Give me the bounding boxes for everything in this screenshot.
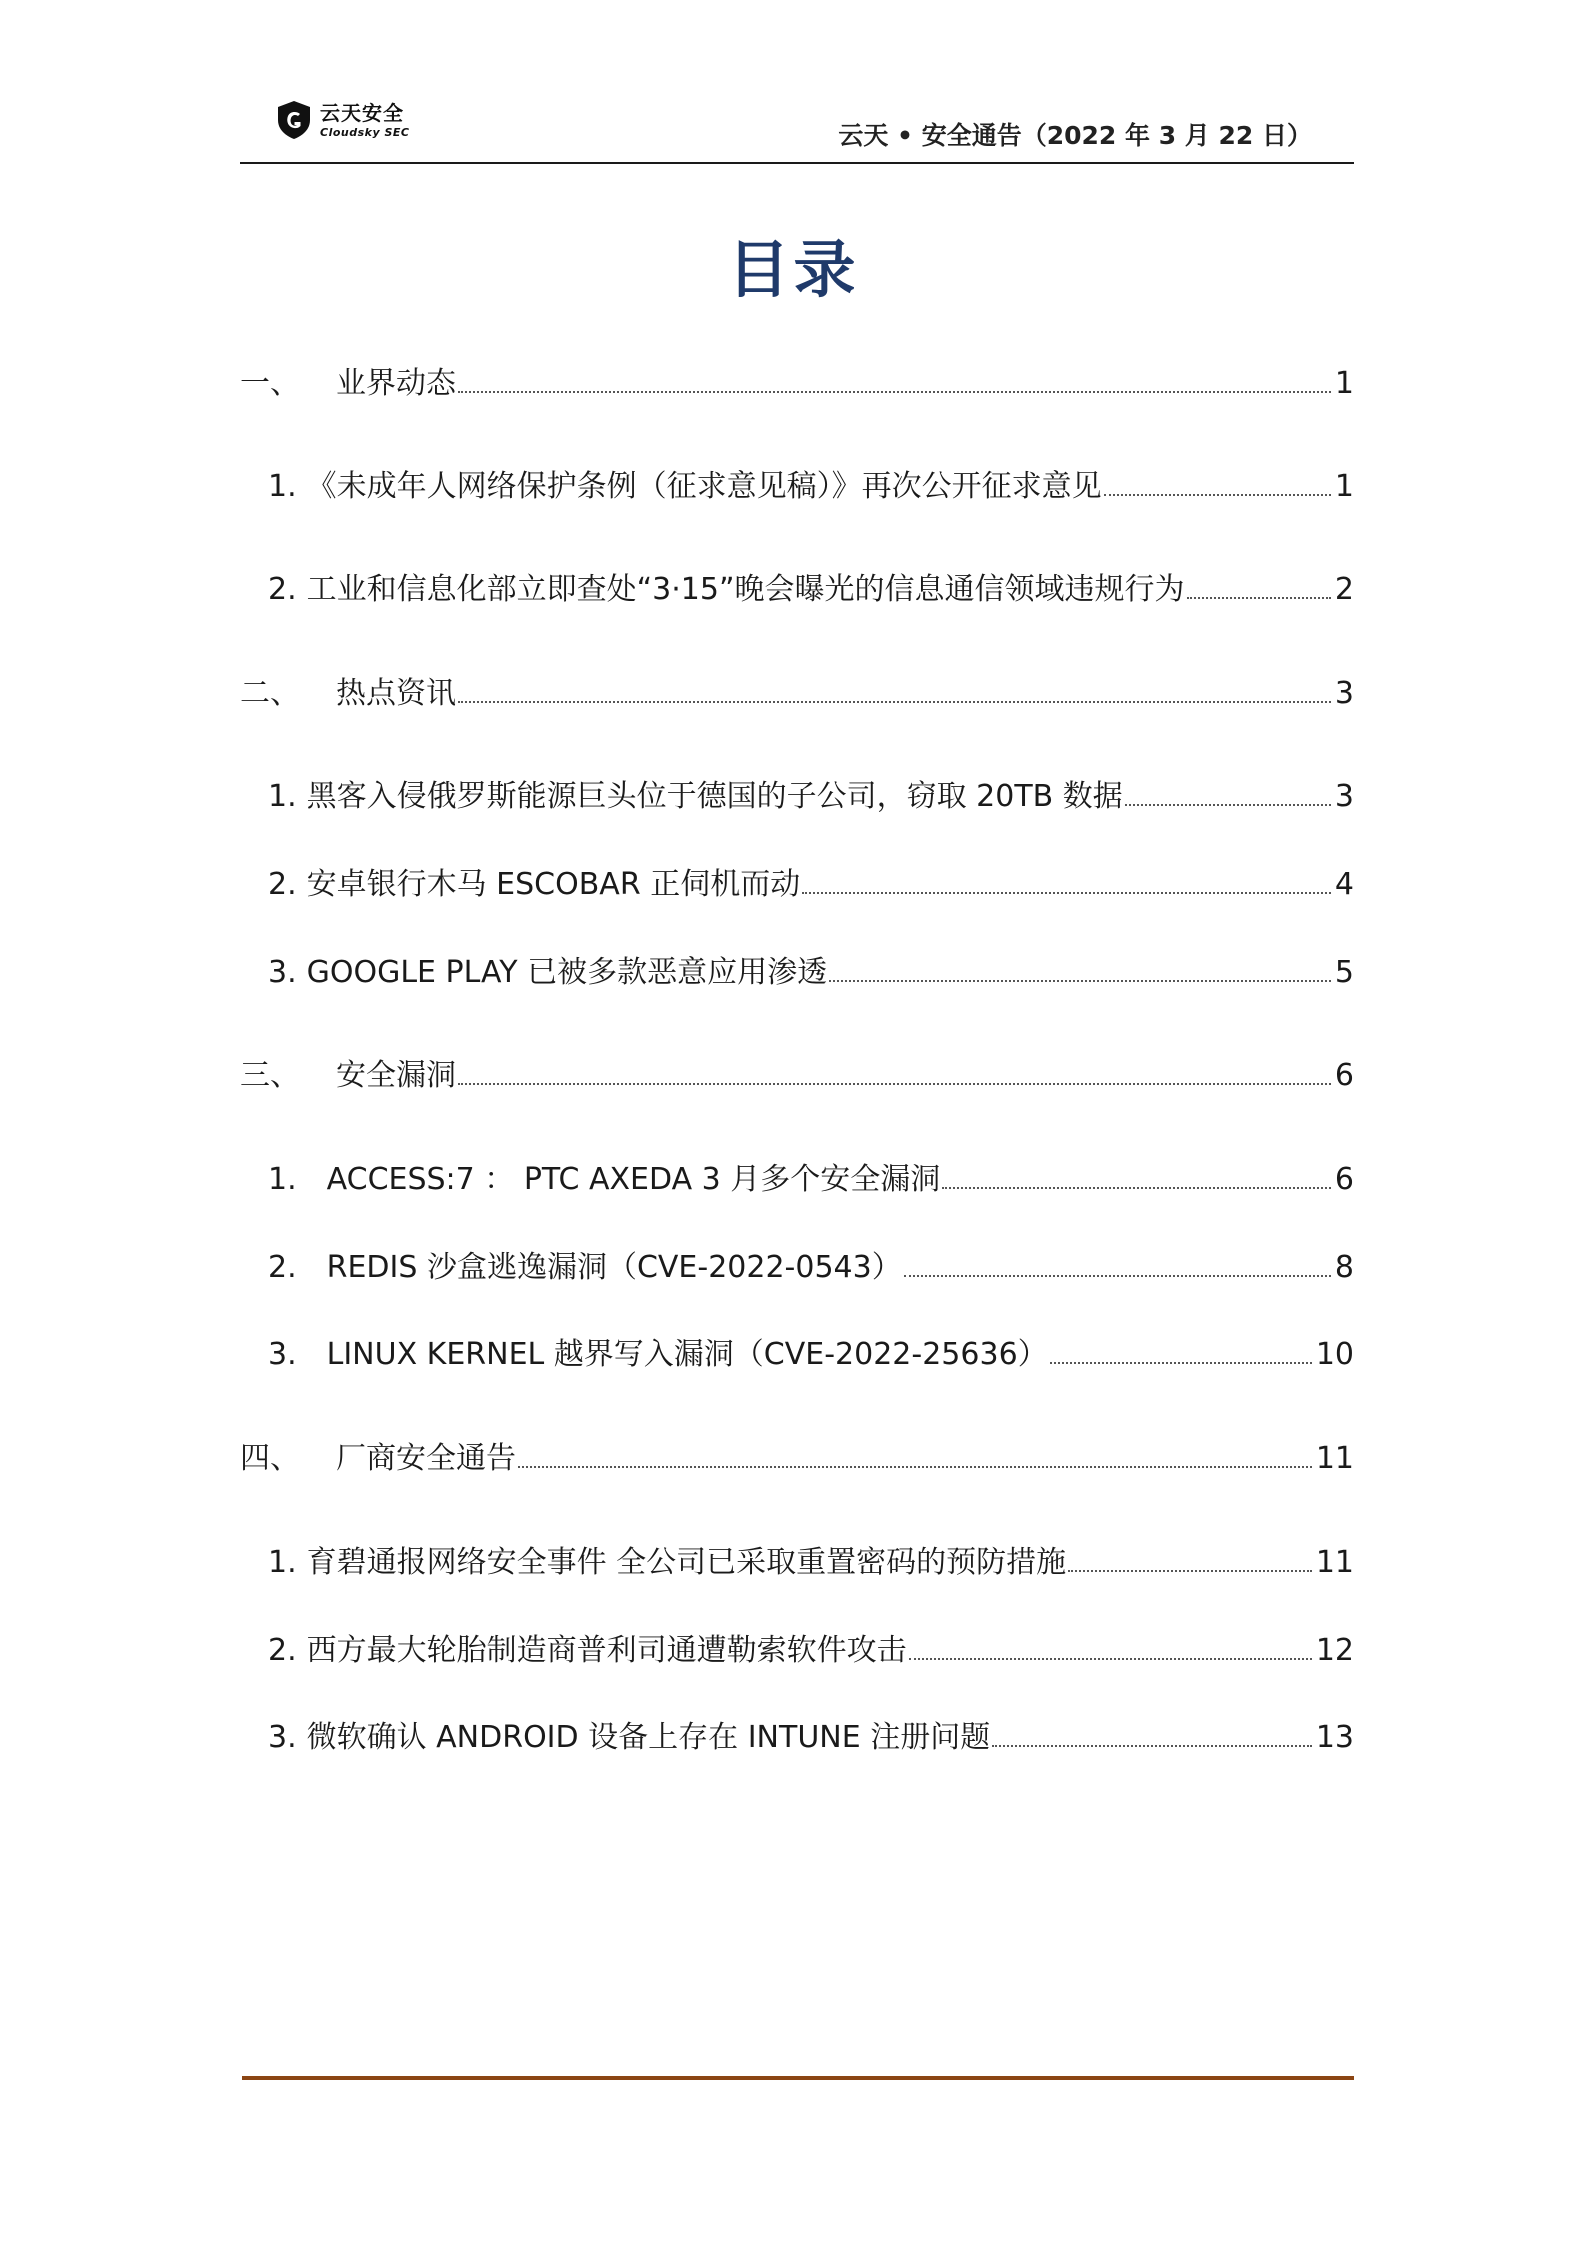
toc-item-label: [268, 1333, 1048, 1377]
toc-item-title: 工业和信息化部立即查处“3·15”晚会曝光的信息通信领域违规行为: [306, 572, 1185, 607]
toc-item-1-1[interactable]: [268, 465, 1354, 509]
toc-item-label: [268, 775, 1123, 819]
toc-item-number: 2.: [268, 1250, 297, 1285]
toc-item-title: 黑客入侵俄罗斯能源巨头位于德国的子公司，窃取 20TB 数据: [306, 779, 1123, 814]
dot-leader: [458, 391, 1331, 393]
header-title: 云天 • 安全通告（2022 年 3 月 22 日）: [838, 121, 1312, 150]
toc-item-number: 2.: [268, 867, 297, 902]
toc-item-label: [268, 1629, 907, 1673]
toc-title: 目录: [727, 233, 860, 306]
toc-item-title: 育碧通报网络安全事件 全公司已采取重置密码的预防措施: [306, 1545, 1067, 1580]
toc-section-3[interactable]: [240, 1054, 1354, 1098]
dot-leader: [829, 980, 1331, 982]
toc-item-4-3[interactable]: [268, 1716, 1354, 1760]
toc-section-number: 三、: [240, 1058, 300, 1093]
toc-section-number: 四、: [240, 1441, 300, 1476]
toc-item-title: GOOGLE PLAY 已被多款恶意应用渗透: [306, 955, 828, 990]
toc-item-title: 西方最大轮胎制造商普利司通遭勒索软件攻击: [306, 1633, 907, 1668]
toc-item-title: REDIS 沙盒逃逸漏洞（CVE-2022-0543）: [326, 1250, 902, 1285]
toc-page-number: 2: [1334, 572, 1354, 607]
toc-section-title: 业界动态: [336, 366, 456, 401]
toc-item-4-2[interactable]: [268, 1629, 1354, 1673]
toc-item-title: ACCESS:7 ： PTC AXEDA 3 月多个安全漏洞: [326, 1162, 941, 1197]
toc-page-number: 3: [1334, 779, 1354, 814]
toc-item-number: 1.: [268, 469, 297, 504]
toc-item-title: 《未成年人网络保护条例（征求意见稿）》再次公开征求意见: [306, 469, 1102, 504]
toc-section-title: 安全漏洞: [336, 1058, 456, 1093]
dot-leader: [942, 1187, 1331, 1189]
toc-item-label: [268, 1541, 1066, 1585]
toc-page-number: 10: [1315, 1337, 1354, 1372]
dot-leader: [1187, 597, 1331, 599]
toc-page-number: 5: [1334, 955, 1354, 990]
toc-page-number: 11: [1315, 1441, 1354, 1476]
toc-item-3-3[interactable]: [268, 1333, 1354, 1377]
toc-section-label: [240, 672, 456, 716]
toc-item-number: 3.: [268, 955, 297, 990]
footer-divider: [242, 2076, 1354, 2080]
toc-section-2[interactable]: [240, 672, 1354, 716]
toc-section-number: 二、: [240, 676, 300, 711]
toc-item-title: LINUX KERNEL 越界写入漏洞（CVE-2022-25636）: [326, 1337, 1048, 1372]
dot-leader: [992, 1745, 1312, 1747]
toc-section-number: 一、: [240, 366, 300, 401]
toc-page-number: 1: [1334, 469, 1354, 504]
dot-leader: [518, 1466, 1312, 1468]
toc-item-label: [268, 1158, 940, 1202]
toc-page-number: 6: [1334, 1058, 1354, 1093]
toc-item-label: [268, 465, 1102, 509]
toc-item-3-1[interactable]: [268, 1158, 1354, 1202]
toc-section-4[interactable]: [240, 1437, 1354, 1481]
toc-item-label: [268, 1716, 990, 1760]
toc-section-label: [240, 362, 456, 406]
toc-page-number: 13: [1315, 1720, 1354, 1755]
toc-item-2-1[interactable]: [268, 775, 1354, 819]
toc-item-number: 3.: [268, 1337, 297, 1372]
toc-page-number: 3: [1334, 676, 1354, 711]
toc-item-2-2[interactable]: [268, 863, 1354, 907]
dot-leader: [458, 1083, 1331, 1085]
toc-item-4-1[interactable]: [268, 1541, 1354, 1585]
toc-item-label: [268, 1246, 902, 1290]
toc-item-number: 1.: [268, 779, 297, 814]
toc-page-number: 1: [1334, 366, 1354, 401]
toc-item-number: 2.: [268, 572, 297, 607]
toc-item-label: [268, 568, 1185, 612]
toc-page-number: 12: [1315, 1633, 1354, 1668]
dot-leader: [1068, 1570, 1312, 1572]
dot-leader: [1050, 1362, 1312, 1364]
toc-item-number: 1.: [268, 1545, 297, 1580]
toc-section-1[interactable]: [240, 362, 1354, 406]
toc-section-title: 厂商安全通告: [336, 1441, 516, 1476]
toc-item-title: 微软确认 ANDROID 设备上存在 INTUNE 注册问题: [306, 1720, 991, 1755]
toc-page-number: 6: [1334, 1162, 1354, 1197]
dot-leader: [909, 1658, 1312, 1660]
dot-leader: [458, 701, 1331, 703]
logo-english-name: Cloudsky SEC: [320, 125, 410, 139]
toc-item-title: 安卓银行木马 ESCOBAR 正伺机而动: [306, 867, 801, 902]
toc-item-number: 1.: [268, 1162, 297, 1197]
dot-leader: [802, 892, 1331, 894]
toc-page-number: 4: [1334, 867, 1354, 902]
toc-section-title: 热点资讯: [336, 676, 456, 711]
dot-leader: [904, 1275, 1331, 1277]
toc-page-number: 8: [1334, 1250, 1354, 1285]
toc-item-label: [268, 863, 800, 907]
toc-item-number: 3.: [268, 1720, 297, 1755]
toc-section-label: [240, 1054, 456, 1098]
dot-leader: [1104, 494, 1331, 496]
logo-chinese-name: 云天安全: [320, 100, 404, 125]
toc-item-3-2[interactable]: [268, 1246, 1354, 1290]
toc-section-label: [240, 1437, 516, 1481]
dot-leader: [1125, 804, 1331, 806]
toc-item-1-2[interactable]: [268, 568, 1354, 612]
toc-item-label: [268, 951, 827, 995]
toc-item-2-3[interactable]: [268, 951, 1354, 995]
toc-page-number: 11: [1315, 1545, 1354, 1580]
toc-item-number: 2.: [268, 1633, 297, 1668]
